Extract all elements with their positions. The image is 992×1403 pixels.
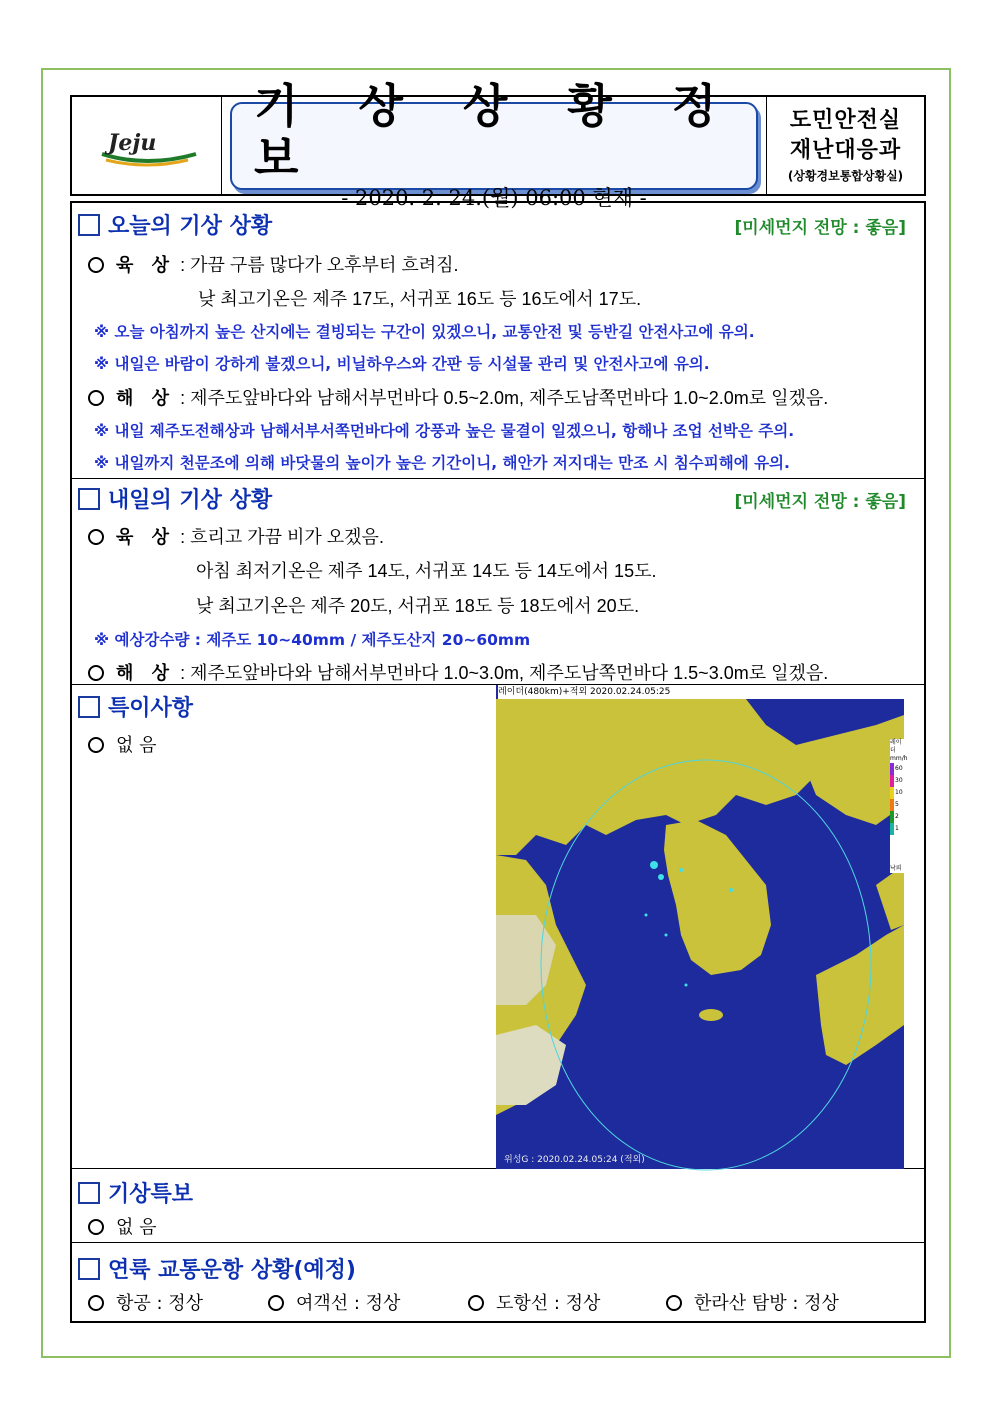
traffic-island-ferry — [468, 1289, 600, 1315]
traffic-text: 여객선 : 정상 — [296, 1293, 401, 1314]
sea-text: : 제주도앞바다와 남해서부먼바다 1.0~3.0m, 제주도남쪽먼바다 1.5~3.0m로 일겠음. — [180, 663, 829, 683]
circle-bullet-icon — [88, 390, 104, 406]
radar-legend-value: 10 — [895, 789, 903, 796]
land-label: 육 상 — [116, 255, 176, 276]
radar-legend-item — [890, 763, 904, 775]
circle-bullet-icon — [88, 529, 104, 545]
circle-bullet-icon — [468, 1295, 484, 1311]
radar-legend-swatch — [890, 799, 894, 811]
document-title: 기 상 상 황 정 보 — [254, 78, 739, 185]
checkbox-square-icon — [78, 696, 100, 718]
dept-name-3: (상황경보통합상황실) — [787, 168, 904, 183]
section-traffic — [72, 1243, 924, 1321]
title-box — [230, 78, 758, 210]
warning-item — [88, 1213, 157, 1239]
section-warning — [72, 1169, 924, 1243]
radar-legend-lightning: 낙뢰 — [890, 865, 902, 872]
title-cell — [222, 78, 766, 210]
radar-legend-value: 60 — [895, 765, 903, 772]
radar-legend-swatch — [890, 811, 894, 823]
notice: ※ 오늘 아침까지 높은 산지에는 결빙되는 구간이 있겠으니, 교통안전 및 등반길 안전사고에 유의. — [94, 323, 755, 341]
radar-legend-title: 레이더 — [890, 739, 902, 754]
dust-forecast: [미세먼지 전망 : 좋음] — [734, 492, 906, 512]
section-title: 특이사항 — [108, 696, 194, 721]
land-text: : 가끔 구름 많다가 오후부터 흐려짐. — [180, 255, 459, 275]
today-land — [88, 251, 459, 277]
section-title: 오늘의 기상 상황 — [108, 214, 273, 239]
tomorrow-min-temp: 아침 최저기온은 제주 14도, 서귀포 14도 등 14도에서 15도. — [196, 561, 657, 581]
traffic-text: 도항선 : 정상 — [496, 1293, 601, 1314]
section-warning-header — [78, 1177, 193, 1208]
checkbox-square-icon — [78, 1258, 100, 1280]
circle-bullet-icon — [268, 1295, 284, 1311]
circle-bullet-icon — [88, 737, 104, 753]
section-tomorrow — [72, 479, 924, 685]
section-today — [72, 203, 924, 479]
notice: ※ 내일은 바람이 강하게 불겠으니, 비닐하우스와 간판 등 시설물 관리 및 안전사고에 유의. — [94, 355, 710, 373]
document-header — [70, 78, 926, 210]
tomorrow-land — [88, 523, 384, 549]
section-special-header — [78, 691, 193, 722]
radar-legend-value: 1 — [895, 825, 899, 832]
radar-legend — [890, 739, 908, 873]
notice: ※ 내일까지 천문조에 의해 바닷물의 높이가 높은 기간이니, 해안가 저지대는 만조 시 침수피해에 유의. — [94, 454, 790, 472]
jeju-logo-icon — [92, 124, 202, 168]
today-sea — [88, 384, 828, 410]
checkbox-square-icon — [78, 1182, 100, 1204]
traffic-text: 한라산 탐방 : 정상 — [694, 1293, 839, 1314]
notice: ※ 내일 제주도전해상과 남해서부서쪽먼바다에 강풍과 높은 물결이 일겠으니, 항해나 조업 선박은 주의. — [94, 422, 795, 440]
traffic-air — [88, 1289, 203, 1315]
sea-label: 해 상 — [116, 388, 176, 409]
radar-legend-value: 5 — [895, 801, 899, 808]
radar-legend-value: 30 — [895, 777, 903, 784]
section-tomorrow-header — [78, 483, 272, 514]
circle-bullet-icon — [666, 1295, 682, 1311]
dept-name-2: 재난대응과 — [789, 137, 902, 163]
section-title: 기상특보 — [108, 1182, 194, 1207]
traffic-text: 항공 : 정상 — [116, 1293, 204, 1314]
department — [766, 97, 924, 194]
circle-bullet-icon — [88, 1295, 104, 1311]
rainfall-notice: ※ 예상강수량 : 제주도 10~40mm / 제주도산지 20~60mm — [94, 631, 531, 649]
radar-legend-item — [890, 775, 904, 787]
radar-legend-swatch — [890, 787, 894, 799]
section-traffic-header — [78, 1253, 356, 1284]
traffic-ferry — [268, 1289, 400, 1315]
report-body — [70, 201, 926, 1323]
radar-legend-swatch — [890, 763, 894, 775]
radar-legend-value: 2 — [895, 813, 899, 820]
sea-label: 해 상 — [116, 663, 176, 684]
traffic-hallasan — [666, 1289, 839, 1315]
sea-text: : 제주도앞바다와 남해서부먼바다 0.5~2.0m, 제주도남쪽먼바다 1.0~2.0m로 일겠음. — [180, 388, 829, 408]
checkbox-square-icon — [78, 488, 100, 510]
satellite-caption: 레이더(480km)+적외 2020.02.24.05:25 — [498, 685, 906, 699]
radar-legend-item — [890, 799, 904, 811]
radar-legend-unit: mm/h — [890, 755, 908, 762]
today-land-temp: 낮 최고기온은 제주 17도, 서귀포 16도 등 16도에서 17도. — [198, 289, 642, 309]
land-text: : 흐리고 가끔 비가 오겠음. — [180, 527, 384, 547]
section-title: 연륙 교통운항 상황(예정) — [108, 1258, 356, 1283]
tomorrow-sea — [88, 659, 828, 685]
satellite-map-icon — [496, 685, 908, 1169]
special-text: 없 음 — [116, 735, 157, 756]
dept-name-1: 도민안전실 — [789, 107, 902, 133]
radar-legend-swatch — [890, 775, 894, 787]
special-item — [88, 731, 157, 757]
section-today-header — [78, 209, 272, 240]
document-date: - 2020. 2. 24.(월) 06:00 현재 - — [341, 185, 647, 210]
dust-forecast: [미세먼지 전망 : 좋음] — [734, 218, 906, 238]
tomorrow-max-temp: 낮 최고기온은 제주 20도, 서귀포 18도 등 18도에서 20도. — [196, 596, 640, 616]
satellite-footer: 위성G : 2020.02.24.05:24 (적외) — [504, 1155, 645, 1165]
svg-text:Jeju: Jeju — [107, 129, 156, 156]
warning-text: 없 음 — [116, 1217, 157, 1238]
circle-bullet-icon — [88, 1219, 104, 1235]
circle-bullet-icon — [88, 665, 104, 681]
jeju-logo — [72, 97, 222, 194]
section-title: 내일의 기상 상황 — [108, 488, 273, 513]
radar-legend-swatch — [890, 823, 894, 835]
checkbox-square-icon — [78, 214, 100, 236]
radar-legend-item — [890, 811, 904, 823]
land-label: 육 상 — [116, 527, 176, 548]
satellite-radar-image — [496, 685, 908, 1169]
circle-bullet-icon — [88, 257, 104, 273]
radar-legend-item — [890, 823, 904, 835]
radar-legend-item — [890, 787, 904, 799]
